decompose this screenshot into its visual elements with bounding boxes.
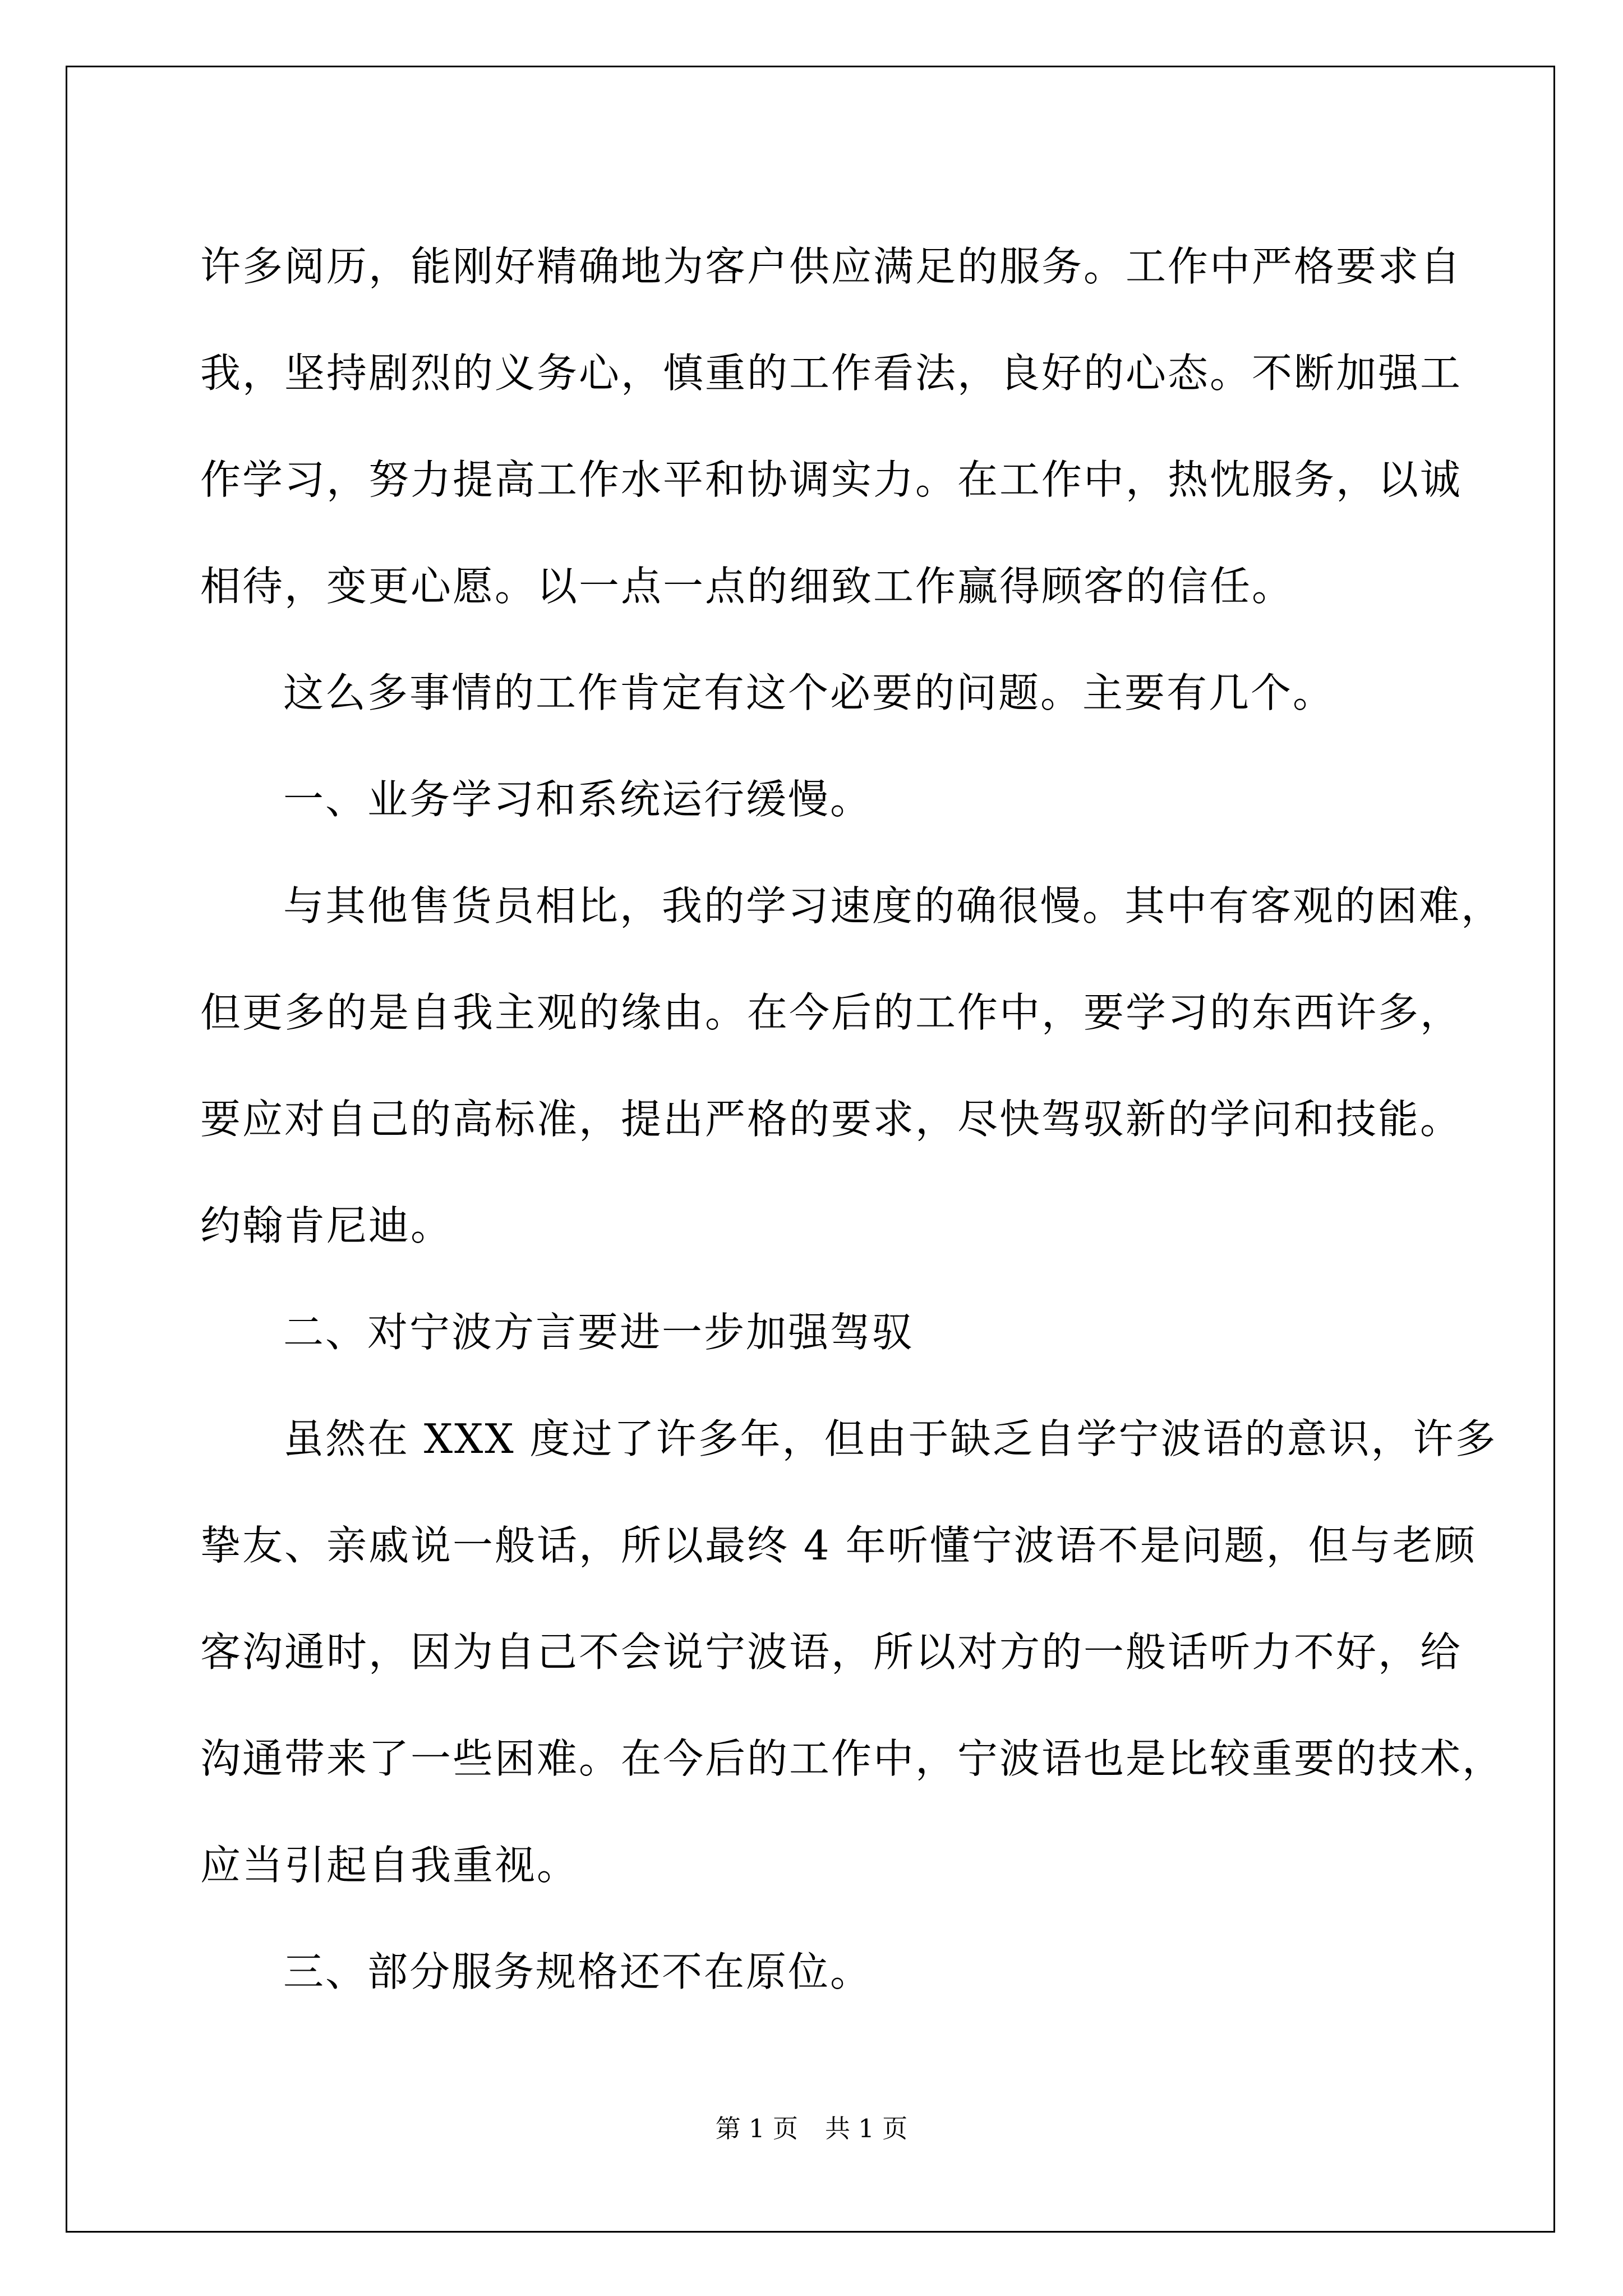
page-footer [0,2108,1623,2145]
text-line-2: 我，坚持剧烈的义务心，慎重的工作看法，良好的心态。不断加强工 [200,349,1463,397]
text-line-14: 客沟通时，因为自己不会说宁波语，所以对方的一般话听力不好，给 [200,1628,1463,1676]
text-line-10: 约翰肯尼迪。 [200,1202,453,1249]
heading-one: 一、业务学习和系统运行缓慢。 [283,776,873,823]
heading-three: 三、部分服务规格还不在原位。 [283,1948,873,1995]
text-line-16: 应当引起自我重视。 [200,1842,579,1889]
text-line-8: 但更多的是自我主观的缘由。在今后的工作中，要学习的东西许多， [200,989,1463,1036]
text-line-9: 要应对自己的高标准，提出严格的要求，尽快驾驭新的学问和技能。 [200,1096,1463,1143]
page-number-total: 共 1 页 [825,2114,908,2143]
text-line-12: 虽然在 XXX 度过了许多年，但由于缺乏自学宁波语的意识，许多 [283,1415,1497,1462]
page-number-current: 第 1 页 [715,2114,798,2143]
text-line-15: 沟通带来了一些困难。在今后的工作中，宁波语也是比较重要的技术， [200,1735,1505,1782]
text-line-7: 与其他售货员相比，我的学习速度的确很慢。其中有客观的困难， [283,882,1504,930]
heading-two: 二、对宁波方言要进一步加强驾驭 [283,1309,915,1356]
text-line-5: 这么多事情的工作肯定有这个必要的问题。主要有几个。 [283,669,1335,716]
text-line-1: 许多阅历，能刚好精确地为客户供应满足的服务。工作中严格要求自 [200,243,1463,290]
text-line-3: 作学习，努力提高工作水平和协调实力。在工作中，热忱服务，以诚 [200,456,1463,503]
text-line-13: 挚友、亲戚说一般话，所以最终 4 年听懂宁波语不是问题，但与老顾 [200,1522,1477,1569]
text-line-4: 相待，变更心愿。以一点一点的细致工作赢得顾客的信任。 [200,563,1294,610]
document-body [200,213,1505,2025]
